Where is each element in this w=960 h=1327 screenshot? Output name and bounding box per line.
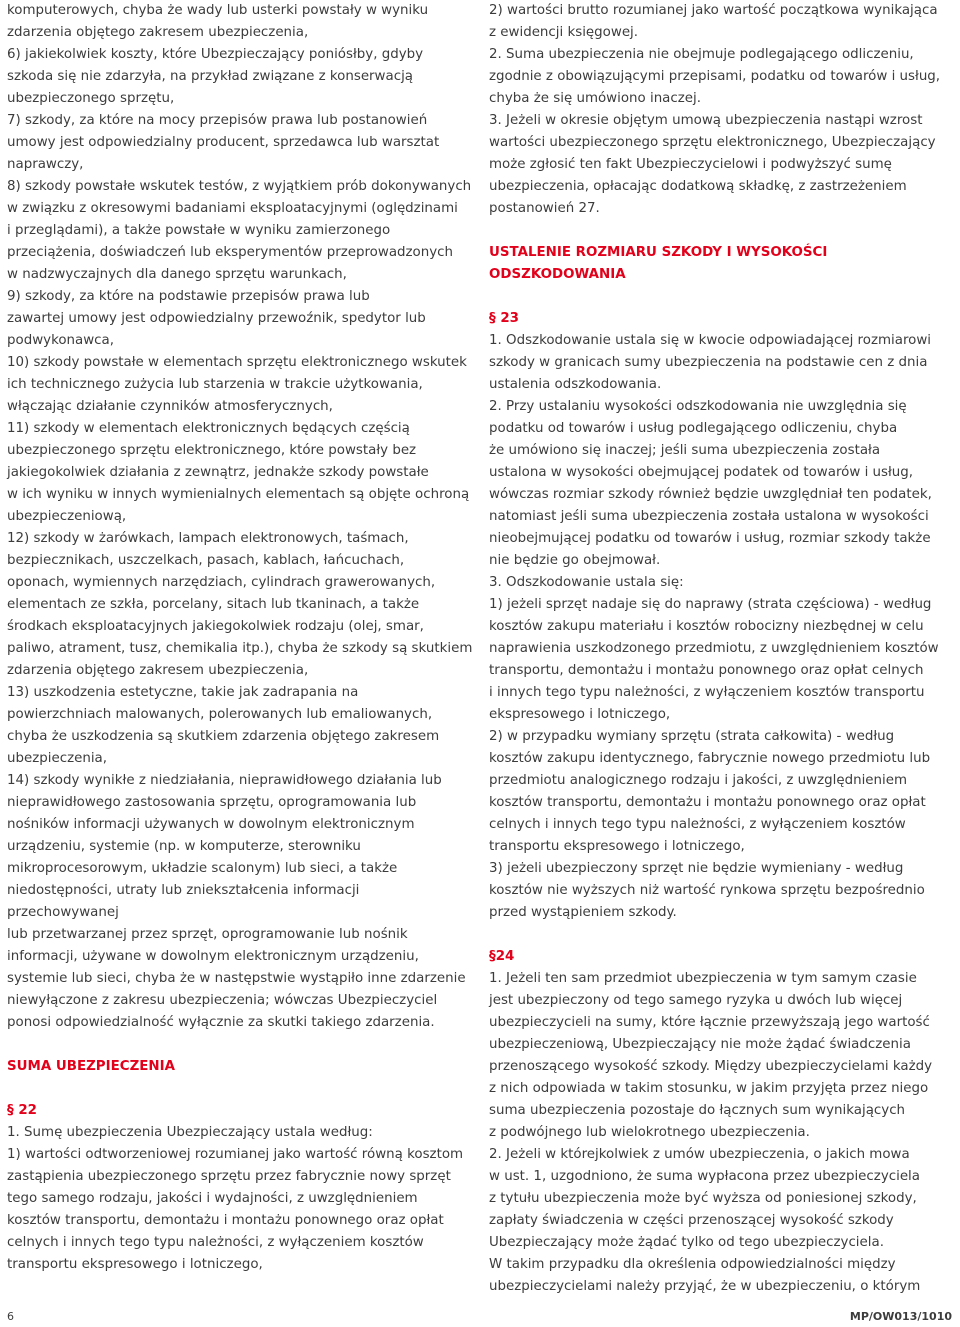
paragraph-24-text: 1. Jeżeli ten sam przedmiot ubezpieczenia w tym samym czasie jest ubezpieczony od tego samego ryzyka u dwóch lub więcej ubezpieczycieli na sumy, które łącznie przewyższają jego wartość ubezpieczeniową, Ubezpieczający nie może żądać świadczenia przenoszącego wysokość szkody. Między ubezpieczycielami każdy z nich odpowiada w takim stosunku, w jakim przyjęta przez niego suma ubezpieczenia pozostaje do łącznych sum wynikających z podwójnego lub wielokrotnego ubezpieczenia. 2. Jeżeli w którejkolwiek z umów ubezpieczenia, o jakich mowa w ust. 1, uzgodniono, że suma wypłacona przez ubezpieczyciela z tytułu ubezpieczenia może być wyższa od poniesionej szkody, zapłaty świadczenia w części przenoszącej wysokość szkody Ubezpieczający może żądać tylko od tego ubezpieczyciela. W takim przypadku dla określenia odpowiedzialności między ubezpieczycielami należy przyjąć, że w ubezpieczeniu, o którym: [489, 971, 933, 1294]
sum-insured-continuation-text: 2) wartości brutto rozumianej jako wartość początkowa wynikająca z ewidencji księgowej. 2. Suma ubezpieczenia nie obejmuje podlegającego odliczeniu, zgodnie z obowiązującymi przepisami, podatku od towarów i usług, chyba że się umówiono inaczej. 3. Jeżeli w okresie objętym umową ubezpieczenia nastąpi wzrost wartości ubezpieczonego sprzętu elektronicznego, Ubezpieczający może zgłosić ten fakt Ubezpieczycielowi i podwyższyć sumę ubezpieczenia, opłacając dodatkową składkę, z zastrzeżeniem postanowień 27.: [489, 3, 941, 216]
exclusions-text: komputerowych, chyba że wady lub usterki powstały w wyniku zdarzenia objętego zakresem ubezpieczenia, 6) jakiekolwiek koszty, które Ubezpieczający poniósłby, gdyby szkoda się nie zdarzyła, na przykład związane z konserwacją ubezpieczonego sprzętu, 7) szkody, za które na mocy przepisów prawa lub postanowień umowy jest odpowiedzialny producent, sprzedawca lub warsztat naprawczy, 8) szkody powstałe wskutek testów, z wyjątkiem prób dokonywanych w związku z okresowymi badaniami eksploatacyjnymi (oględzinami i przeglądami), a także powstałe w wyniku zamierzonego przeciążenia, doświadczeń lub eksperymentów przeprowadzonych w nadzwyczajnych dla danego sprzętu warunkach, 9) szkody, za które na podstawie przepisów prawa lub zawartej umowy jest odpowiedzialny przewoźnik, spedytor lub podwykonawca, 10) szkody powstałe w elementach sprzętu elektronicznego wskutek ich technicznego zużycia lub starzenia w trakcie użytkowania, włączając działanie czynników atmosferycznych, 11) szkody w elementach elektronicznych będących częścią ubezpieczonego sprzętu elektronicznego, które powstały bez jakiegokolwiek działania z zewnątrz, jednakże szkody powstałe w ich wyniku w innych wymienialnych elementach są objęte ochroną ubezpieczeniową, 12) szkody w żarówkach, lampach elektronowych, taśmach, bezpiecznikach, uszczelkach, pasach, kablach, łańcuchach, oponach, wymiennych narzędziach, cylindrach grawerowanych, elementach ze szkła, porcelany, sitach lub tkaninach, a także środkach eksploatacyjnych jakiegokolwiek rodzaju (olej, smar, paliwo, atrament, tusz, chemikalia itp.), chyba że szkody są skutkiem zdarzenia objętego zakresem ubezpieczenia, 13) uszkodzenia estetyczne, takie jak zadrapania na powierzchniach malowanych, polerowanych lub emaliowanych, chyba że uszkodzenia są skutkiem zdarzenia objętego zakresem ubezpieczenia, 14) szkody wynikłe z niedziałania, nieprawidłowego działania lub nieprawidłowego zastosowania sprzętu, oprogramowania lub nośników informacji używanych w dowolnym elektronicznym urządzeniu, systemie (np. w komputerze, sterowniku mikroprocesorowym, układzie scalonym) lub sieci, a także niedostępności, utraty lub zniekształcenia informacji przechowywanej lub przetwarzanej przez sprzęt, oprogramowanie lub nośnik informacji, używane w dowolnym elektronicznym urządzeniu, systemie lub sieci, chyba że w następstwie wystąpiło inne zdarzenie niewyłączone z zakresu ubezpieczenia; wówczas Ubezpieczyciel ponosi odpowiedzialność wyłącznie za skutki takiego zdarzenia.: [7, 3, 473, 1030]
paragraph-23-text: 1. Odszkodowanie ustala się w kwocie odpowiadającej rozmiarowi szkody w granicach sumy ubezpieczenia na podstawie cen z dnia ustalenia odszkodowania. 2. Przy ustalaniu wysokości odszkodowania nie uwzględnia się podatku od towarów i usług podlegającego odliczeniu, chyba że umówiono się inaczej; jeśli suma ubezpieczenia została ustalona w wysokości obejmującej podatek od towarów i usług, wówczas rozmiar szkody również będzie uwzględniał ten podatek, natomiast jeśli suma ubezpieczenia została ustalona w wysokości nieobejmującej podatku od towarów i usług, rozmiar szkody także nie będzie go obejmował. 3. Odszkodowanie ustala się: 1) jeżeli sprzęt nadaje się do naprawy (strata częściowa) - według kosztów zakupu materiału i kosztów robocizny niezbędnej w celu naprawienia uszkodzonego przedmiotu, z uwzględnieniem kosztów transportu, demontażu i montażu ponownego oraz opłat celnych i innych tego typu należności, z wyłączeniem kosztów transportu ekspresowego i lotniczego, 2) w przypadku wymiany sprzętu (strata całkowita) - według kosztów zakupu identycznego, fabrycznie nowego przedmiotu lub przedmiotu analogicznego rodzaju i jakości, z uwzględnieniem kosztów transportu, demontażu i montażu ponownego oraz opłat celnych i innych tego typu należności, z wyłączeniem kosztów transportu ekspresowego i lotniczego, 3) jeżeli ubezpieczony sprzęt nie będzie wymieniany - według kosztów nie wyższych niż wartość rynkowa sprzętu bezpośrednio przed wystąpieniem szkody.: [489, 333, 939, 920]
right-column: [489, 0, 951, 1298]
section-heading-sum-insured: SUMA UBEZPIECZENIA: [7, 1059, 175, 1074]
paragraph-number-23: § 23: [489, 311, 519, 326]
left-column: [7, 0, 475, 1276]
document-code: MP/OW013/1010: [849, 1310, 952, 1323]
paragraph-22-text: 1. Sumę ubezpieczenia Ubezpieczający ustala według: 1) wartości odtworzeniowej rozumianej jako wartość równą kosztom zastąpienia ubezpieczonego sprzętu przez fabrycznie nowy sprzęt tego samego rodzaju, jakości i wydajności, z uwzględnieniem kosztów transportu, demontażu i montażu ponownego oraz opłat celnych i innych tego typu należności, z wyłączeniem kosztów transportu ekspresowego i lotniczego,: [7, 1125, 464, 1272]
paragraph-number-22: § 22: [7, 1103, 37, 1118]
paragraph-number-24: §24: [489, 949, 515, 964]
section-heading-damage-assessment: USTALENIE ROZMIARU SZKODY I WYSOKOŚCI ODSZKODOWANIA: [489, 245, 828, 282]
page-number: 6: [7, 1310, 14, 1323]
